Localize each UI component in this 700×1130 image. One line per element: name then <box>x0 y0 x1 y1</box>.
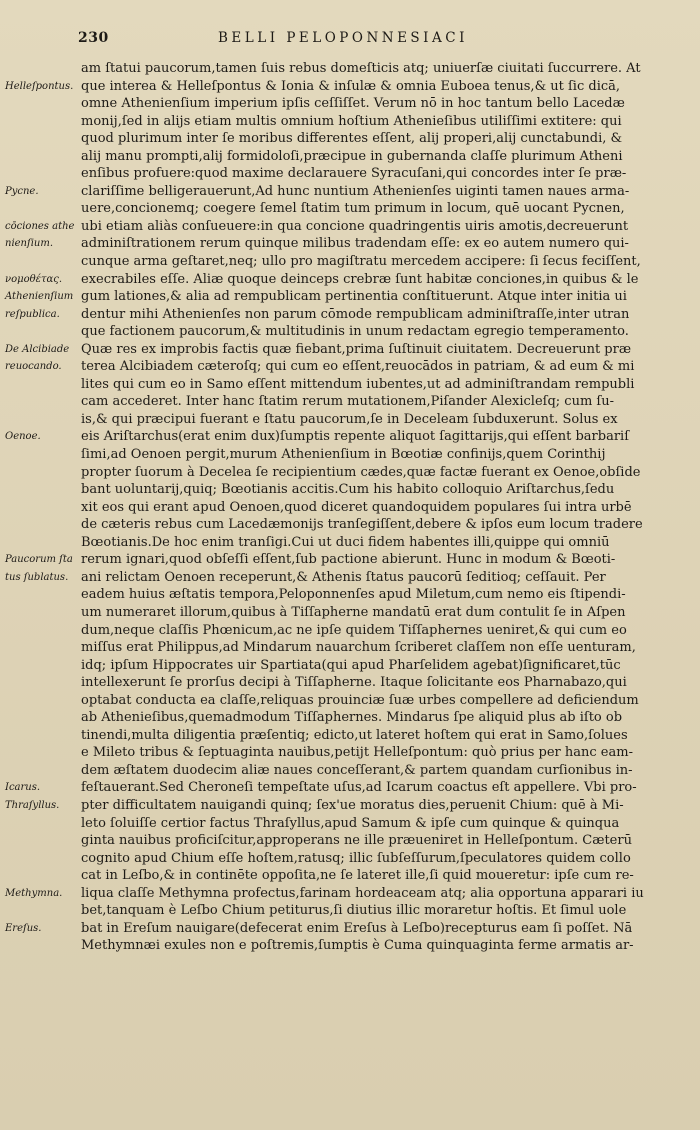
text-line <box>81 113 647 131</box>
line-text: que factionem paucorum,& multitudinis in unum redactam egregio temperamento. <box>81 324 629 340</box>
text-line <box>5 358 647 376</box>
text-line <box>5 218 647 236</box>
text-line <box>5 920 647 938</box>
text-line <box>5 78 647 96</box>
text-line <box>5 428 647 446</box>
line-text: quod plurimum inter ſe moribus differentes eſſent, alij properi,alij cunctabundi, & <box>81 131 623 147</box>
margin-note: Icarus. <box>5 782 41 794</box>
line-text: miſſus erat Philippus,ad Mindarum nauarchum ſcriberet claſſem non eſſe uenturam, <box>81 640 636 656</box>
line-text: Methymnæi exules non e poſtremis,ſumptis è Cuma quinquaginta ferme armatis ar- <box>81 938 634 954</box>
text-line <box>5 551 647 569</box>
text-line <box>81 674 647 692</box>
text-line <box>81 902 647 920</box>
line-text: eadem huius æſtatis tempora,Peloponnenſes apud Miletum,cum nemo eis ſtipendi- <box>81 587 626 603</box>
text-line <box>81 692 647 710</box>
line-text: monij,ſed in alijs etiam multis omnium hoſtium Athenieſibus utiliſſimi extitere: qui <box>81 113 622 129</box>
text-line <box>81 95 647 113</box>
text-line <box>81 744 647 762</box>
line-text: bet,tanquam è Leſbo Chium petiturus,ſi diutius illic moraretur hoſtis. Et ſimul uole <box>81 903 627 919</box>
margin-note: Thraſyllus. <box>5 799 60 811</box>
line-text: uere,concionemq; coegere ſemel ſtatim tum primum in locum, quē uocant Pycnen, <box>81 201 625 217</box>
line-text: enſibus profuere:quod maxime declarauere Syracuſani,qui concordes inter ſe præ- <box>81 166 627 182</box>
line-text: que interea & Helleſpontus & Ionia & inſulæ & omnia Euboea tenus,& ut ſic dicā, <box>81 78 621 94</box>
line-text: propter ſuorum à Decelea ſe recipientium cædes,quæ factæ fuerant ex Oenoe,obſide <box>81 464 641 480</box>
text-line <box>81 586 647 604</box>
line-text: leto ſoluiſſe certior factus Thraſyllus,apud Samum & ipſe cum quinque & quinqua <box>81 815 620 831</box>
line-text: ginta nauibus proficiſcitur,approperans ne ille præueniret in Helleſpontum. Cæterū <box>81 833 632 849</box>
text-line <box>81 639 647 657</box>
margin-note: nienſium. <box>5 238 53 250</box>
text-line <box>81 165 647 183</box>
text-line <box>81 867 647 885</box>
text-line <box>81 130 647 148</box>
line-text: terea Alcibiadem cæteroſq; qui cum eo eſſent,reuocādos in patriam, & ad eum & mi <box>81 359 635 375</box>
line-text: ſimi,ad Oenoen pergit,murum Athenienſium in Bœotiæ confinijs,quem Corinthij <box>81 447 606 463</box>
line-text: cunque arma geſtaret,neq; ullo pro magiſtratu mercedem accipere: ſi ſecus feciſſent, <box>81 254 641 270</box>
margin-note: Pycne. <box>5 185 39 197</box>
text-line <box>81 937 647 955</box>
line-text: intellexerunt ſe prorſus decipi à Tiſſapherne. Itaque ſolicitante eos Pharnabazo,qui <box>81 675 627 691</box>
line-text: ubi etiam aliàs conſueuere:in qua concione quadringentis uiris amotis,decreuerunt <box>81 218 629 234</box>
text-line <box>81 148 647 166</box>
line-text: liqua claſſe Methymna profectus,farinam hordeaceam atq; alia opportuna apparari iu <box>81 885 644 901</box>
line-text: eis Ariſtarchus(erat enim dux)ſumptis repente aliquot ſagittarijs,qui eſſent barbariſ <box>81 429 629 445</box>
text-line <box>81 762 647 780</box>
line-text: bant uoluntarij,quiq; Bœotianis accitis.Cum his habito colloquio Ariſtarchus,ſedu <box>81 482 615 498</box>
margin-note: cōciones athe <box>5 220 75 232</box>
text-line <box>81 815 647 833</box>
line-text: rerum ignari,quod obſeſſi eſſent,ſub pactione abierunt. Hunc in modum & Bœoti- <box>81 552 616 568</box>
margin-note: Ereſus. <box>5 922 42 934</box>
line-text: e Mileto tribus & ſeptuaginta nauibus,petijt Helleſpontum: quò prius per hanc eam- <box>81 745 633 761</box>
text-line <box>5 779 647 797</box>
text-line <box>81 376 647 394</box>
text-line <box>81 60 647 78</box>
page-header <box>78 30 644 52</box>
margin-note: tus ſublatus. <box>5 571 69 583</box>
margin-note: Athenienſium <box>5 291 74 303</box>
running-title: BELLI PELOPONNESIACI <box>218 30 468 46</box>
margin-note: νομοθέτας. <box>5 273 63 285</box>
line-text: omne Athenienſium imperium ipſis ceſſiſſet. Verum nō in hoc tantum bello Lacedæ <box>81 96 625 112</box>
text-line <box>81 464 647 482</box>
text-line <box>81 446 647 464</box>
text-line <box>81 393 647 411</box>
text-line <box>5 288 647 306</box>
text-line <box>81 516 647 534</box>
line-text: dem æſtatem duodecim aliæ naues conceſſerant,& partem quandam curſionibus in- <box>81 762 633 778</box>
text-line <box>5 306 647 324</box>
line-text: idq; ipſum Hippocrates uir Spartiata(qui apud Pharſelidem agebat)ſignificaret,tūc <box>81 657 621 673</box>
line-text: cognito apud Chium eſſe hoſtem,ratusq; illic ſubſeſſurum,ſpeculatores quidem collo <box>81 850 631 866</box>
line-text: dum,neque claſſis Phœnicum,ac ne ipſe quidem Tiſſaphernes ueniret,& qui cum eo <box>81 622 627 638</box>
main-text-block <box>5 60 647 955</box>
line-text: alij manu prompti,alij formidoloſi,præcipue in gubernanda claſſe plurimum Atheni <box>81 148 623 164</box>
page-number: 230 <box>78 30 109 46</box>
margin-note: De Alcibiade <box>5 343 70 355</box>
text-line <box>81 323 647 341</box>
margin-note: Helleſpontus. <box>5 80 74 92</box>
line-text: dentur mihi Athenienſes non parum cōmode rempublicam adminiſtraſſe,inter utran <box>81 306 630 322</box>
text-line <box>5 183 647 201</box>
margin-note: Paucorum ſta <box>5 554 73 566</box>
line-text: pter difficultatem nauigandi quinq; ſex'ue moratus dies,peruenit Chium: quē à Mi- <box>81 797 624 813</box>
text-line <box>5 569 647 587</box>
line-text: xit eos qui erant apud Oenoen,quod diceret quandoquidem populares ſui intra urbē <box>81 499 632 515</box>
line-text: bat in Ereſum nauigare(defecerat enim Ereſus à Leſbo)recepturus eam ſi poſſet. Nā <box>81 920 633 936</box>
text-line <box>81 832 647 850</box>
line-text: gum lationes,& alia ad rempublicam pertinentia conſtituerunt. Atque inter initia ui <box>81 289 627 305</box>
line-text: is,& qui præcipui fuerant e ſtatu paucorum,ſe in Deceleam ſubduxerunt. Solus ex <box>81 411 618 427</box>
line-text: lites qui cum eo in Samo eſſent mittendum iubentes,ut ad adminiſtrandam rempubli <box>81 376 635 392</box>
line-text: tinendi,multa diligentia præſentiq; edicto,ut lateret hoſtem qui erat in Samo,ſolues <box>81 727 628 743</box>
text-line <box>5 341 647 359</box>
text-line <box>81 411 647 429</box>
text-line <box>5 797 647 815</box>
margin-note: Methymna. <box>5 887 63 899</box>
margin-note: reuocando. <box>5 361 62 373</box>
margin-note: reſpublica. <box>5 308 60 320</box>
line-text: um numeraret illorum,quibus à Tiſſapherne mandatū erat dum contulit ſe in Aſpen <box>81 604 626 620</box>
line-text: clariſſime belligerauerunt,Ad hunc nuntium Athenienſes uiginti tamen naues arma- <box>81 183 630 199</box>
text-line <box>81 727 647 745</box>
text-line <box>5 885 647 903</box>
text-line <box>81 481 647 499</box>
line-text: execrabiles eſſe. Aliæ quoque deinceps crebræ ſunt habitæ conciones,in quibus & le <box>81 271 639 287</box>
text-line <box>5 235 647 253</box>
line-text: cam accederet. Inter hanc ſtatim rerum mutationem,Piſander Alexicleſq; cum ſu- <box>81 394 614 410</box>
line-text: Quæ res ex improbis factis quæ fiebant,prima ſuſtinuit ciuitatem. Decreuerunt præ <box>81 341 632 357</box>
line-text: ab Athenieſibus,quemadmodum Tiſſaphernes. Mindarus ſpe aliquid plus ab iſto ob <box>81 710 623 726</box>
text-line <box>81 709 647 727</box>
line-text: Bœotianis.De hoc enim tranſigi.Cui ut duci fidem habentes illi,quippe qui omniū <box>81 534 610 550</box>
line-text: ani relictam Oenoen receperunt,& Athenis ſtatus paucorū ſeditioq; ceſſauit. Per <box>81 569 606 585</box>
line-text: optabat conducta ea claſſe,reliquas prouinciæ ſuæ urbes compellere ad deficiendum <box>81 692 639 708</box>
line-text: de cæteris rebus cum Lacedæmonijs tranſegiſſent,debere & ipſos eum locum tradere <box>81 517 643 533</box>
text-line <box>81 604 647 622</box>
line-text: feſtauerant.Sed Cheroneſi tempeſtate uſus,ad Icarum coactus eſt appellere. Vbi pro- <box>81 780 637 796</box>
line-text: cat in Leſbo,& in continēte oppoſita,ne ſe lateret ille,ſi quid moueretur: ipſe cum re- <box>81 868 634 884</box>
text-line <box>81 850 647 868</box>
text-line <box>81 499 647 517</box>
text-line <box>81 534 647 552</box>
text-line <box>81 657 647 675</box>
text-line <box>81 200 647 218</box>
text-line <box>81 253 647 271</box>
text-line <box>81 622 647 640</box>
text-line <box>5 271 647 289</box>
line-text: adminiſtrationem rerum quinque milibus tradendam eſſe: ex eo autem numero qui- <box>81 236 629 252</box>
line-text: am ſtatui paucorum,tamen ſuis rebus domeſticis atq; uniuerſæ ciuitati ſuccurrere. At <box>81 61 641 76</box>
margin-note: Oenoe. <box>5 431 41 443</box>
